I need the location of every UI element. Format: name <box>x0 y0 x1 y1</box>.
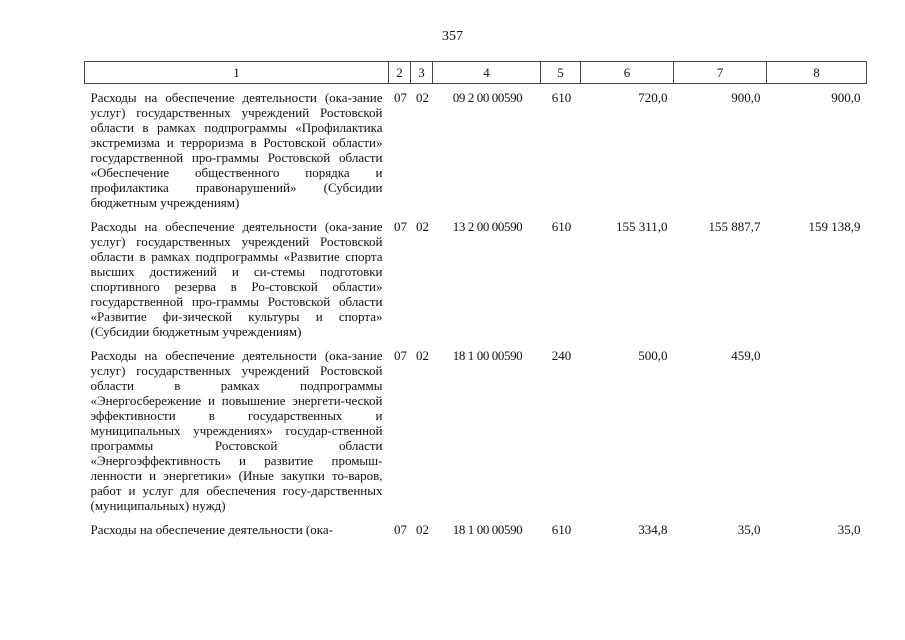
column-header: 4 <box>433 62 541 84</box>
row-target-article: 18 1 00 00590 <box>452 522 523 537</box>
header-row <box>85 62 867 84</box>
row-amount-col7: 35,0 <box>737 522 761 537</box>
row-amount-col6: 720,0 <box>638 90 668 105</box>
row-amount-col6: 155 311,0 <box>615 219 668 234</box>
budget-table <box>84 61 867 540</box>
row-section-code: 07 <box>394 219 407 234</box>
row-section-code: 07 <box>394 522 407 537</box>
row-subsection-code: 02 <box>416 219 429 234</box>
table-row <box>85 342 867 516</box>
column-header: 6 <box>581 62 674 84</box>
row-description: Расходы на обеспечение деятельности (ока-зание услуг) государственных учреждений Ростовской области в рамках подпрограммы «Развитие спорта высших достижений и си-стемы подготовки спортивного резерва в Ро-стовской области» государственной про-граммы Ростовской области «Развитие фи-зической культуры и спорта» (Субсидии бюджетным учреждениям) <box>90 219 383 339</box>
row-subsection-code: 02 <box>416 522 429 537</box>
table-row <box>85 516 867 540</box>
row-subsection-code: 02 <box>416 348 429 363</box>
row-section-code: 07 <box>394 90 407 105</box>
column-header: 3 <box>411 62 433 84</box>
table-row <box>85 84 867 214</box>
row-amount-col6: 500,0 <box>638 348 668 363</box>
row-description: Расходы на обеспечение деятельности (ока-зание услуг) государственных учреждений Ростовской области в рамках подпрограммы «Энергосбережение и повышение энергети-ческой эффективности в государственных и муниципальных учреждениях» государ-ственной программы Ростовской области «Энергоэффективность и развитие промыш-ленности и энергетики» (Иные закупки то-варов, работ и услуг для обеспечения госу-дарственных (муниципальных) нужд) <box>90 348 383 513</box>
column-header: 1 <box>85 62 389 84</box>
row-amount-col7: 155 887,7 <box>708 219 761 234</box>
row-expense-type: 610 <box>551 219 572 234</box>
row-expense-type: 240 <box>551 348 572 363</box>
page-number: 357 <box>442 29 463 44</box>
row-target-article: 18 1 00 00590 <box>452 348 523 363</box>
column-header: 5 <box>541 62 581 84</box>
row-target-article: 13 2 00 00590 <box>452 219 523 234</box>
row-amount-col8 <box>767 342 867 516</box>
column-header: 8 <box>767 62 867 84</box>
row-section-code: 07 <box>394 348 407 363</box>
row-amount-col8: 35,0 <box>837 522 861 537</box>
table-row <box>85 213 867 342</box>
row-amount-col7: 459,0 <box>731 348 761 363</box>
row-description: Расходы на обеспечение деятельности (ока-зание услуг) государственных учреждений Ростовской области в рамках подпрограммы «Профилактика экстремизма и терроризма в Ростовской области» государственной про-граммы Ростовской области «Обеспечение общественного порядка и профилактика правонарушений» (Субсидии бюджетным учреждениям) <box>90 90 383 210</box>
row-expense-type: 610 <box>551 522 572 537</box>
row-amount-col8: 900,0 <box>831 90 861 105</box>
column-header: 2 <box>389 62 411 84</box>
row-subsection-code: 02 <box>416 90 429 105</box>
row-amount-col7: 900,0 <box>731 90 761 105</box>
row-amount-col8: 159 138,9 <box>808 219 861 234</box>
row-amount-col6: 334,8 <box>638 522 668 537</box>
row-description: Расходы на обеспечение деятельности (ока- <box>90 522 333 537</box>
column-header: 7 <box>674 62 767 84</box>
row-expense-type: 610 <box>551 90 572 105</box>
row-target-article: 09 2 00 00590 <box>452 90 523 105</box>
